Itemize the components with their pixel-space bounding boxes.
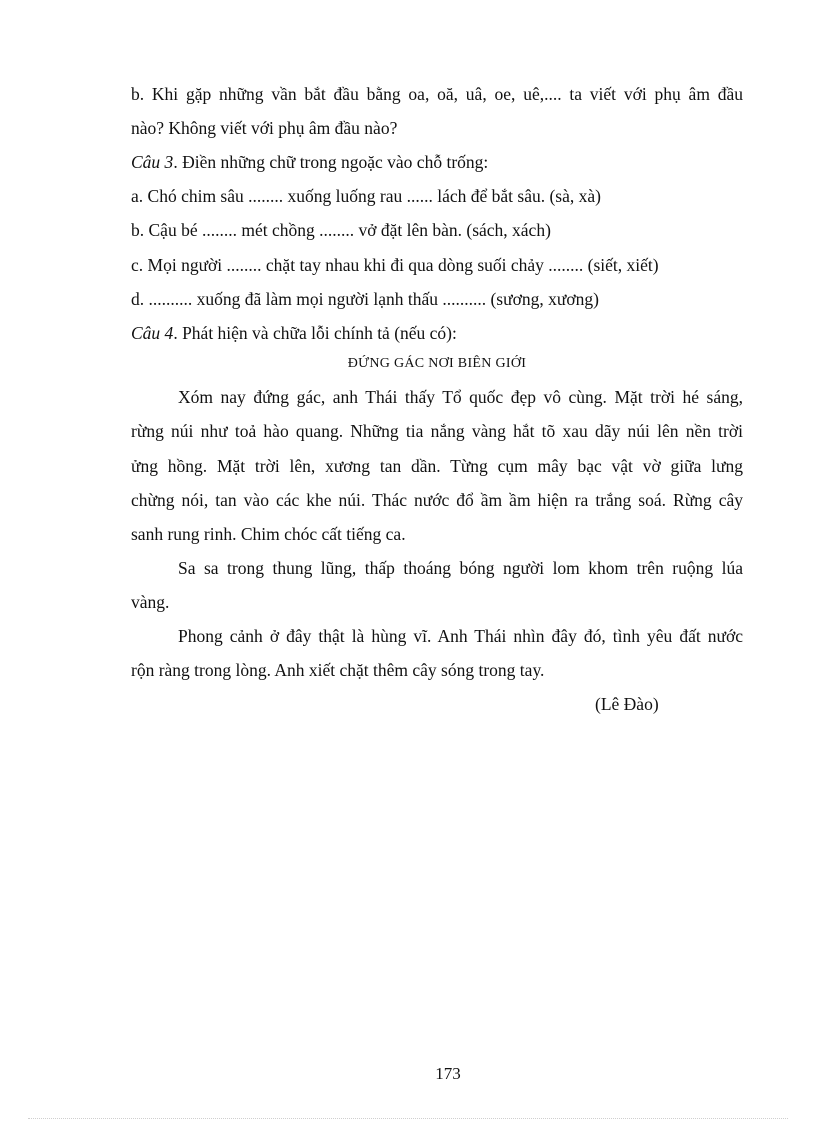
question-3-prompt: . Điền những chữ trong ngoặc vào chỗ trống: xyxy=(173,152,489,172)
passage-p3-line-1: Phong cảnh ở đây thật là hùng vĩ. Anh Thái nhìn đây đó, tình yêu đất nước xyxy=(178,626,743,646)
passage-p1-line-4: chừng nói, tan vào các khe núi. Thác nước đổ ầm ầm hiện ra trắng soá. Rừng cây xyxy=(131,490,743,510)
question-4-heading xyxy=(131,322,743,344)
question-2b-line-2: nào? Không viết với phụ âm đầu nào? xyxy=(131,118,398,138)
question-3-heading xyxy=(131,151,743,173)
page-number: 173 xyxy=(435,1064,461,1083)
passage-p1-line-3: ửng hồng. Mặt trời lên, xương tan dần. Từng cụm mây bạc vật vờ giữa lưng xyxy=(131,456,743,476)
passage-p2-line-2: vàng. xyxy=(131,592,170,612)
question-3-item-c: c. Mọi người ........ chặt tay nhau khi đi qua dòng suối chảy ........ (siết, xiết) xyxy=(131,255,659,275)
question-3-label: Câu 3 xyxy=(131,152,174,172)
passage-p1-line-1: Xóm nay đứng gác, anh Thái thấy Tổ quốc đẹp vô cùng. Mặt trời hé sáng, xyxy=(178,387,743,407)
passage-p2-line-1: Sa sa trong thung lũng, thấp thoáng bóng người lom khom trên ruộng lúa xyxy=(178,558,743,578)
question-4-prompt: . Phát hiện và chữa lỗi chính tả (nếu có): xyxy=(173,323,457,343)
question-3-item-a: a. Chó chim sâu ........ xuống luống rau ...... lách để bắt sâu. (sà, xà) xyxy=(131,186,601,206)
passage-title: ĐỨNG GÁC NƠI BIÊN GIỚI xyxy=(347,356,527,371)
passage-p1-line-2: rừng núi như toả hào quang. Những tia nắng vàng hắt tõ xau dãy núi lên nền trời xyxy=(131,421,743,441)
question-2b-line-1: b. Khi gặp những vần bắt đầu bằng oa, oă, uâ, oe, uê,.... ta viết với phụ âm đầu xyxy=(131,84,743,104)
passage-author: (Lê Đào) xyxy=(595,694,659,714)
question-3-item-d: d. .......... xuống đã làm mọi người lạnh thấu .......... (sương, xương) xyxy=(131,289,599,309)
passage-p3-line-2: rộn ràng trong lòng. Anh xiết chặt thêm cây sóng trong tay. xyxy=(131,660,545,680)
passage-p1-line-5: sanh rung rinh. Chim chóc cất tiếng ca. xyxy=(131,524,406,544)
question-3-item-b: b. Cậu bé ........ mét chồng ........ vở đặt lên bàn. (sách, xách) xyxy=(131,220,551,240)
footer-divider xyxy=(28,1118,788,1119)
question-4-label: Câu 4 xyxy=(131,323,174,343)
